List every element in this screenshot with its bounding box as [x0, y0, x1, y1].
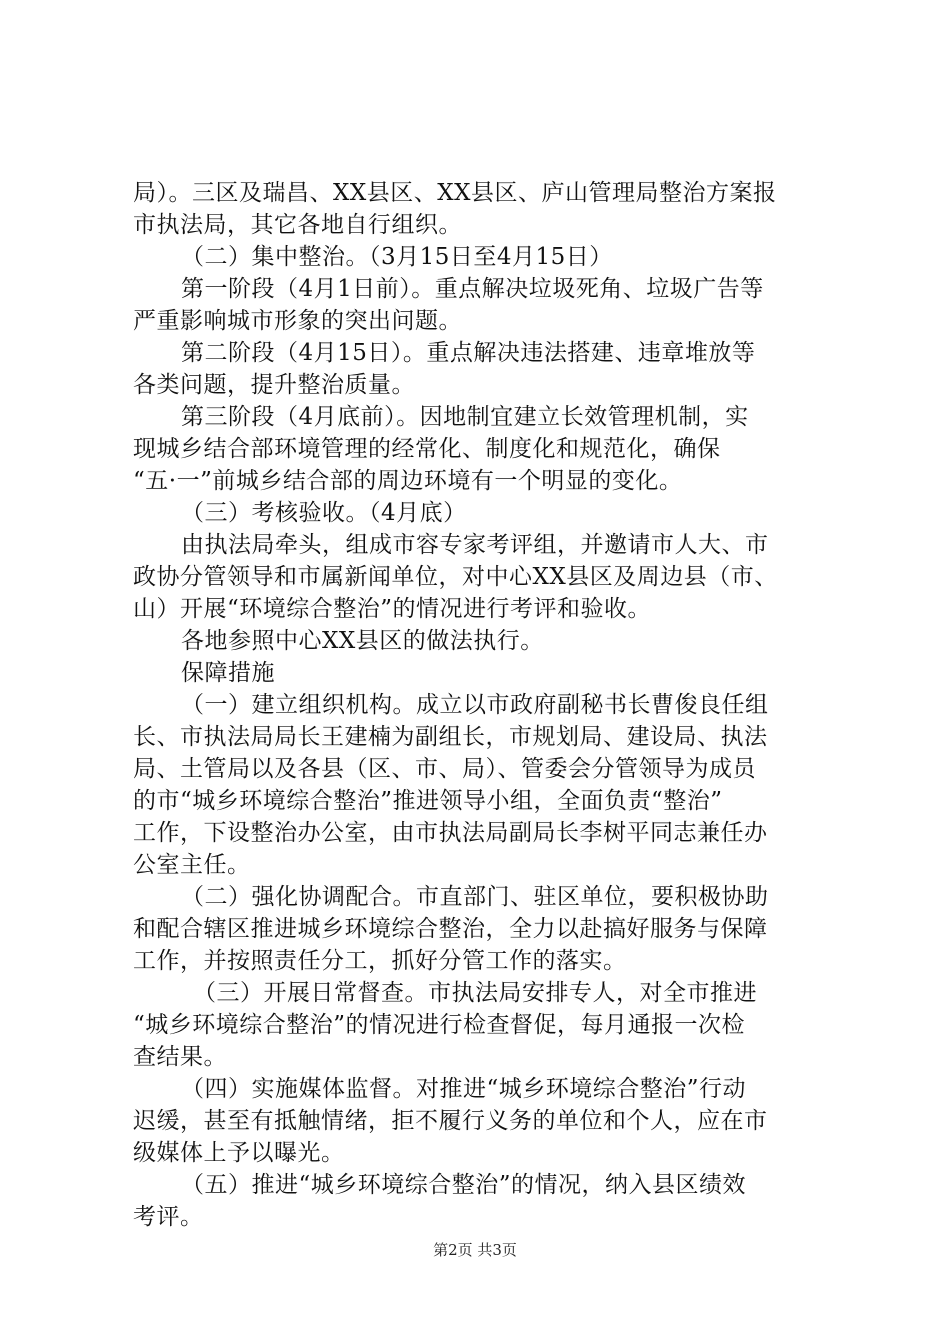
text-line-2: 市执法局，其它各地自行组织。 [133, 212, 462, 238]
text-line-15: 各地参照中心XX县区的做法执行。 [181, 628, 544, 654]
text-line-32: （五）推进“城乡环境综合整治”的情况，纳入县区绩效 [181, 1172, 747, 1198]
page-number-footer: 第2页 共3页 [433, 1241, 517, 1259]
text-line-9: 现城乡结合部环境管理的经常化、制度化和规范化，确保 [133, 436, 721, 462]
text-line-14: 山）开展“环境综合整治”的情况进行考评和验收。 [133, 596, 652, 622]
text-line-28: 查结果。 [133, 1044, 227, 1070]
text-line-27: “城乡环境综合整治”的情况进行检查督促，每月通报一次检 [133, 1012, 746, 1038]
text-line-21: 工作，下设整治办公室，由市执法局副局长李树平同志兼任办 [133, 820, 768, 846]
text-line-29: （四）实施媒体监督。对推进“城乡环境综合整治”行动 [181, 1076, 747, 1102]
text-line-1: 局）。三区及瑞昌、XX县区、XX县区、庐山管理局整治方案报 [133, 180, 777, 206]
text-line-7: 各类问题，提升整治质量。 [133, 372, 415, 398]
text-line-5: 严重影响城市形象的突出问题。 [133, 308, 462, 334]
text-line-30: 迟缓，甚至有抵触情绪，拒不履行义务的单位和个人，应在市 [133, 1108, 768, 1134]
text-line-19: 局、土管局以及各县（区、市、局）、管委会分管领导为成员 [133, 756, 756, 782]
text-line-13: 政协分管领导和市属新闻单位，对中心XX县区及周边县（市、 [133, 564, 778, 590]
text-line-23: （二）强化协调配合。市直部门、驻区单位，要积极协助 [181, 884, 769, 910]
text-line-24: 和配合辖区推进城乡环境综合整治，全力以赴搞好服务与保障 [133, 916, 768, 942]
text-line-18: 长、市执法局局长王建楠为副组长，市规划局、建设局、执法 [133, 724, 768, 750]
text-line-10: “五·一”前城乡结合部的周边环境有一个明显的变化。 [133, 468, 683, 494]
section-heading-safeguards: 保障措施 [181, 660, 275, 686]
text-line-25: 工作，并按照责任分工，抓好分管工作的落实。 [133, 948, 627, 974]
text-line-20: 的市“城乡环境综合整治”推进领导小组，全面负责“整治” [133, 788, 723, 814]
text-line-33: 考评。 [133, 1204, 204, 1230]
text-line-6: 第二阶段（4月15日）。重点解决违法搭建、违章堆放等 [181, 340, 756, 366]
text-line-12: 由执法局牵头，组成市容专家考评组，并邀请市人大、市 [181, 532, 769, 558]
text-line-22: 公室主任。 [133, 852, 251, 878]
text-line-26: （三）开展日常督查。市执法局安排专人，对全市推进 [193, 980, 757, 1006]
section-heading-concentrated: （二）集中整治。（3月15日至4月15日） [181, 244, 613, 270]
text-line-8: 第三阶段（4月底前）。因地制宜建立长效管理机制，实 [181, 404, 749, 430]
text-line-4: 第一阶段（4月1日前）。重点解决垃圾死角、垃圾广告等 [181, 276, 764, 302]
text-line-31: 级媒体上予以曝光。 [133, 1140, 345, 1166]
section-heading-assessment: （三）考核验收。（4月底） [181, 500, 467, 526]
text-line-17: （一）建立组织机构。成立以市政府副秘书长曹俊良任组 [181, 692, 769, 718]
